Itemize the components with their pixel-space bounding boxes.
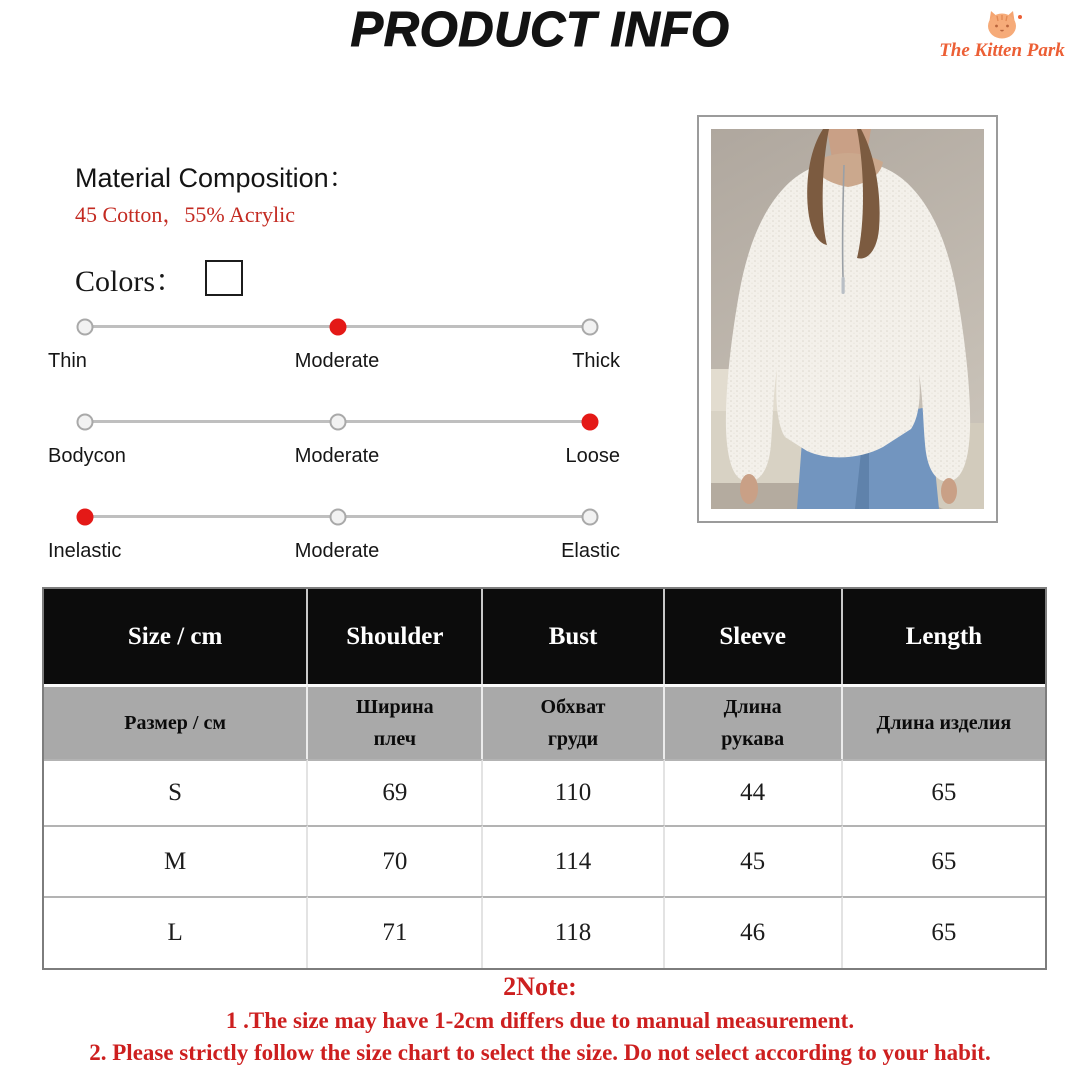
table-subheader-cell: Ширина плеч [308,684,483,759]
table-subheader-cell: Длина изделия [843,684,1045,759]
slider-dot [77,508,94,525]
table-header-cell: Length [843,589,1045,684]
slider-dot [77,413,94,430]
table-subheader-cell: Длина рукава [665,684,843,759]
table-cell-size: M [44,825,308,896]
table-cell-size: S [44,759,308,825]
table-header-cell: Sleeve [665,589,843,684]
scale-label-moderate: Moderate [294,540,380,562]
table-subheader-cell: Размер / см [44,684,308,759]
elasticity-scale [48,515,620,566]
slider-track [85,515,590,518]
table-cell: 65 [843,759,1045,825]
brand-name: The Kitten Park [939,40,1065,61]
slider-dot [582,508,599,525]
slider-track [85,420,590,423]
colors-row [75,256,243,300]
scale-label-moderate: Moderate [294,350,380,372]
scale-label-inelastic: Inelastic [48,540,122,562]
notes-section [0,972,1080,1066]
table-cell: 44 [665,759,843,825]
table-cell: 69 [308,759,483,825]
table-cell: 45 [665,825,843,896]
product-photo-illustration [711,129,984,509]
product-photo [697,115,998,523]
slider-dot [329,508,346,525]
material-composition-label: Material Composition： [75,163,356,193]
scale-label-loose: Loose [565,445,620,467]
page-title: PRODUCT INFO [350,3,730,57]
slider-dot [329,318,346,335]
size-table [42,587,1047,970]
brand-logo [938,8,1066,61]
table-header-cell: Size / cm [44,589,308,684]
thickness-scale [48,325,620,376]
notes-title: 2Note: [503,972,577,1001]
note-line: 2. Please strictly follow the size chart to select the size. Do not select according to your habit. [89,1040,991,1065]
table-cell: 46 [665,896,843,968]
fit-scale [48,420,620,471]
slider-dot [77,318,94,335]
table-cell: 65 [843,896,1045,968]
table-cell-size: L [44,896,308,968]
scale-label-elastic: Elastic [561,540,620,562]
scale-label-bodycon: Bodycon [48,445,126,467]
table-cell: 65 [843,825,1045,896]
slider-dot [329,413,346,430]
table-cell: 118 [483,896,664,968]
table-subheader-cell: Обхват груди [483,684,664,759]
color-swatch [205,260,243,296]
table-cell: 110 [483,759,664,825]
table-cell: 114 [483,825,664,896]
cat-icon [980,8,1024,40]
table-cell: 70 [308,825,483,896]
material-composition-value: 45 Cotton，55% Acrylic [75,202,295,227]
slider-track [85,325,590,328]
slider-dot [582,413,599,430]
table-cell: 71 [308,896,483,968]
scale-label-thin: Thin [48,350,87,372]
slider-dot [582,318,599,335]
table-header-cell: Bust [483,589,664,684]
scale-label-moderate: Moderate [294,445,380,467]
note-line: 1 .The size may have 1-2cm differs due to manual measurement. [225,1008,855,1033]
table-header-cell: Shoulder [308,589,483,684]
scale-label-thick: Thick [572,350,620,372]
colors-label: Colors： [75,265,186,298]
